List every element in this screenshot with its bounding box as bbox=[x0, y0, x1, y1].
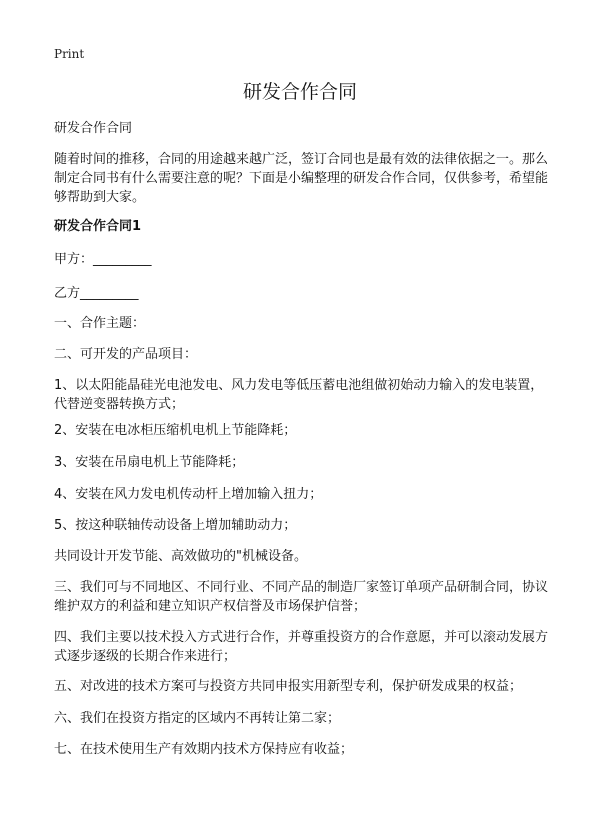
clause-item: 3、安装在吊扇电机上节能降耗； bbox=[54, 455, 245, 470]
clause-item: 一、合作主题： bbox=[54, 316, 146, 331]
clause-item: 七、在技术使用生产有效期内技术方保持应有收益； bbox=[54, 742, 354, 757]
clause-item: 二、可开发的产品项目： bbox=[54, 347, 198, 362]
document-subtitle: 研发合作合同 bbox=[54, 121, 133, 136]
clause-item: 共同设计开发节能、高效做功的"机械设备。 bbox=[54, 549, 307, 564]
clause-item: 四、我们主要以技术投入方式进行合作，并尊重投资方的合作意愿，并可以滚动发展方式逐步逐级的长期合作来进行； bbox=[54, 630, 549, 664]
document-title: 研发合作合同 bbox=[242, 81, 357, 103]
clause-item: 4、安装在风力发电机传动杆上增加输入扭力； bbox=[54, 487, 323, 502]
party-b-line: 乙方_________ bbox=[54, 286, 139, 301]
clause-item: 1、以太阳能晶硅光电池发电、风力发电等低压蓄电池组做初始动力输入的发电装置，代替逆变器转换方式； bbox=[54, 378, 544, 412]
print-link[interactable]: Print bbox=[54, 47, 85, 61]
clause-item: 5、按这种联轴传动设备上增加辅助动力； bbox=[54, 518, 297, 533]
party-a-line: 甲方：_________ bbox=[54, 252, 152, 267]
section-heading: 研发合作合同1 bbox=[54, 219, 142, 234]
clause-item: 五、对改进的技术方案可与投资方共同申报实用新型专利，保护研发成果的权益； bbox=[54, 679, 523, 694]
clause-item: 六、我们在投资方指定的区域内不再转让第二家； bbox=[54, 711, 341, 726]
intro-paragraph: 随着时间的推移，合同的用途越来越广泛，签订合同也是最有效的法律依据之一。那么制定合同书有什么需要注意的呢？下面是小编整理的研发合作合同，仅供参考，希望能够帮助到大家。 bbox=[54, 152, 549, 205]
clause-item: 2、安装在电冰柜压缩机电机上节能降耗； bbox=[54, 423, 297, 438]
clause-item: 三、我们可与不同地区、不同行业、不同产品的制造厂家签订单项产品研制合同，协议维护双方的利益和建立知识产权信誉及市场保护信誉； bbox=[54, 580, 549, 614]
